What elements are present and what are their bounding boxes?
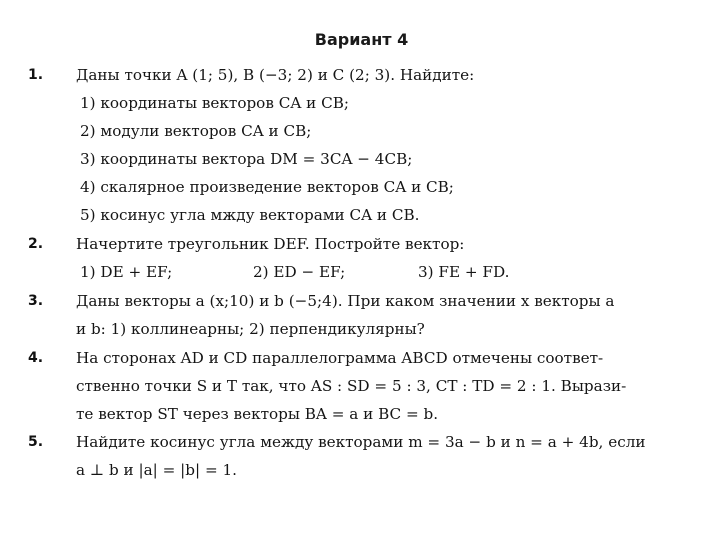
problem-line: и b: 1) коллинеарны; 2) перпендикулярны?: [76, 320, 425, 338]
problem-line: Даны векторы a (x;10) и b (−5;4). При каком значении x векторы a: [76, 292, 615, 310]
problem-option-3: 3) FE + FD.: [418, 263, 510, 281]
problem-text: Даны точки A (1; 5), B (−3; 2) и C (2; 3). Найдите:: [76, 66, 475, 84]
page-title: Вариант 4: [314, 30, 409, 49]
problem-item: 5) косинус угла мжду векторами CA и CB.: [80, 206, 420, 224]
problem-line: Найдите косинус угла между векторами m = 3a − b и n = a + 4b, если: [76, 433, 646, 451]
problem-item: 4) скалярное произведение векторов CA и CB;: [80, 178, 454, 196]
problem-number: 4.: [28, 350, 44, 366]
problem-line: a ⊥ b и |a| = |b| = 1.: [76, 461, 237, 479]
problem-number: 2.: [28, 236, 44, 252]
problem-number: 3.: [28, 293, 44, 309]
problem-line: ственно точки S и T так, что AS : SD = 5 : 3, CT : TD = 2 : 1. Вырази-: [76, 377, 627, 395]
problem-item: 3) координаты вектора DM = 3CA − 4CB;: [80, 150, 413, 168]
problem-item: 2) модули векторов CA и CB;: [80, 122, 312, 140]
problem-option-1: 1) DE + EF;: [80, 263, 173, 281]
problem-text: Начертите треугольник DEF. Постройте вектор:: [76, 235, 465, 253]
problem-line: те вектор ST через векторы BA = a и BC = b.: [76, 405, 439, 423]
problem-number: 5.: [28, 434, 44, 450]
problem-line: На сторонах AD и CD параллелограмма ABCD отмечены соответ-: [76, 349, 604, 367]
problem-option-2: 2) ED − EF;: [253, 263, 346, 281]
problem-item: 1) координаты векторов CA и CB;: [80, 94, 349, 112]
problem-number: 1.: [28, 67, 44, 83]
